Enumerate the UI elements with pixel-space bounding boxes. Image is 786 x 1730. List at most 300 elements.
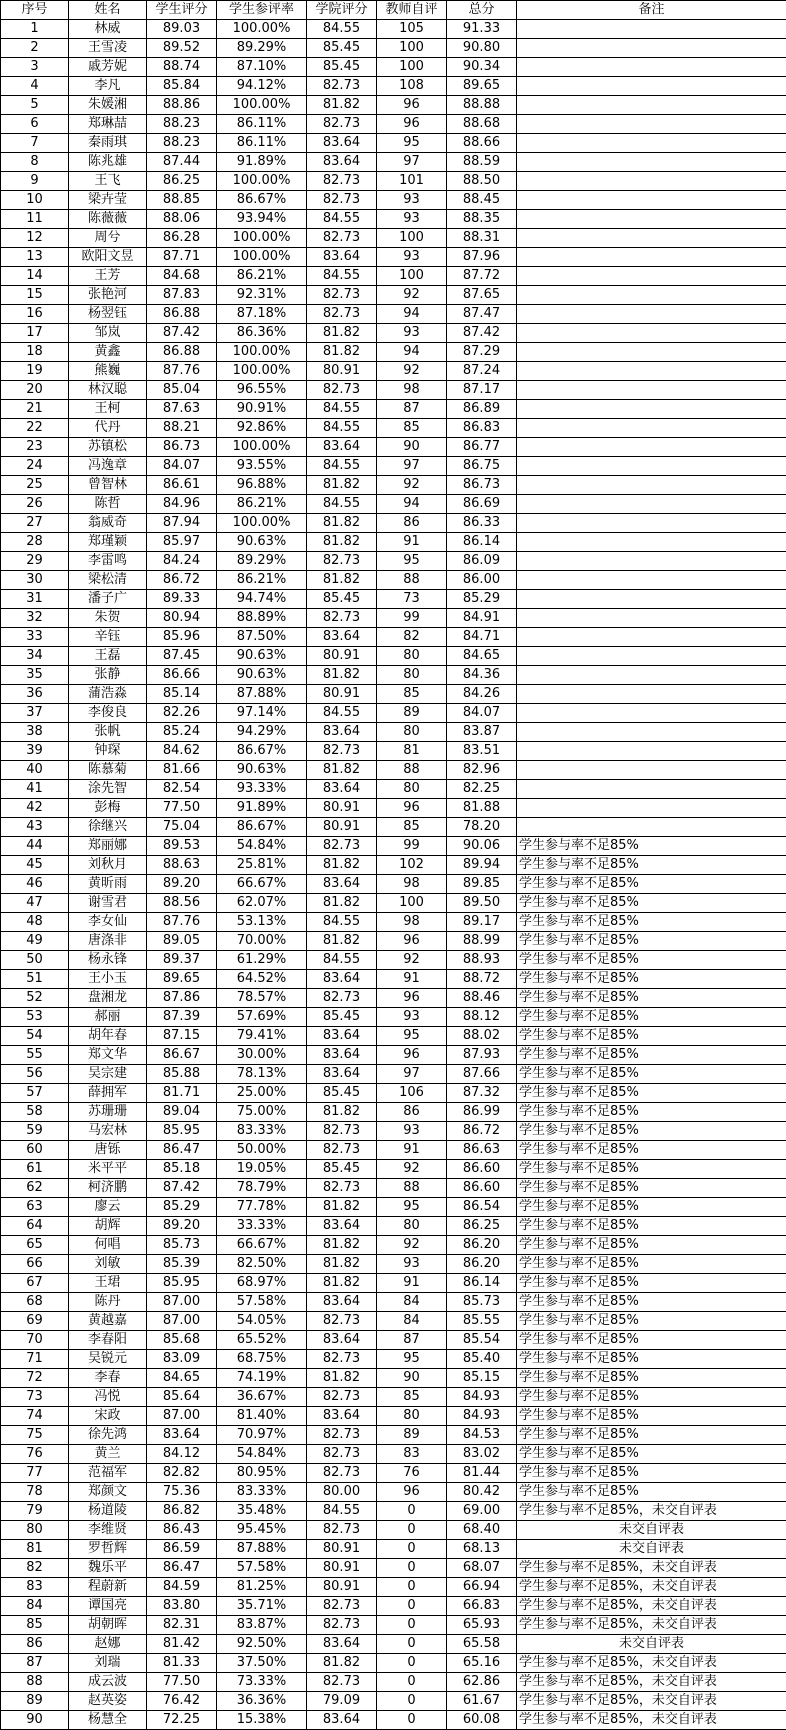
student-score-cell: 89.65 xyxy=(147,970,217,989)
table-row xyxy=(1,1445,786,1464)
teacher-self-score-cell: 76 xyxy=(377,1464,447,1483)
student-score-cell: 84.59 xyxy=(147,1578,217,1597)
college-score-cell: 82.73 xyxy=(307,77,377,96)
table-row xyxy=(1,286,786,305)
college-score-cell: 84.55 xyxy=(307,704,377,723)
name-cell: 何唱 xyxy=(69,1236,147,1255)
table-row xyxy=(1,1578,786,1597)
table-row xyxy=(1,305,786,324)
row-number: 10 xyxy=(1,191,69,210)
row-number: 22 xyxy=(1,419,69,438)
remark-cell: 学生参与率不足85%，未交自评表 xyxy=(517,1673,786,1692)
row-number: 50 xyxy=(1,951,69,970)
table-row xyxy=(1,647,786,666)
row-number: 19 xyxy=(1,362,69,381)
teacher-self-score-cell: 88 xyxy=(377,571,447,590)
row-number: 88 xyxy=(1,1673,69,1692)
student-score-cell: 76.42 xyxy=(147,1692,217,1711)
table-row xyxy=(1,1635,786,1654)
college-score-cell: 81.82 xyxy=(307,533,377,552)
row-number: 47 xyxy=(1,894,69,913)
remark-cell xyxy=(517,305,786,324)
remark-cell: 学生参与率不足85% xyxy=(517,913,786,932)
remark-cell: 学生参与率不足85% xyxy=(517,856,786,875)
name-cell: 赵娜 xyxy=(69,1635,147,1654)
table-row xyxy=(1,362,786,381)
teacher-self-score-cell: 89 xyxy=(377,704,447,723)
row-number: 90 xyxy=(1,1711,69,1730)
student-score-cell: 89.53 xyxy=(147,837,217,856)
teacher-self-score-cell: 98 xyxy=(377,913,447,932)
student-score-cell: 83.80 xyxy=(147,1597,217,1616)
student-score-cell: 84.65 xyxy=(147,1369,217,1388)
teacher-self-score-cell: 95 xyxy=(377,552,447,571)
name-cell: 陈慕菊 xyxy=(69,761,147,780)
student-score-cell: 87.44 xyxy=(147,153,217,172)
student-score-cell: 75.36 xyxy=(147,1483,217,1502)
participation-rate-cell: 86.21% xyxy=(217,571,307,590)
teacher-self-score-cell: 96 xyxy=(377,96,447,115)
total-score-cell: 65.93 xyxy=(447,1616,517,1635)
participation-rate-cell: 35.71% xyxy=(217,1597,307,1616)
row-number: 82 xyxy=(1,1559,69,1578)
teacher-self-score-cell: 80 xyxy=(377,647,447,666)
row-number: 23 xyxy=(1,438,69,457)
participation-rate-cell: 91.89% xyxy=(217,153,307,172)
student-score-cell: 84.68 xyxy=(147,267,217,286)
remark-cell xyxy=(517,267,786,286)
table-row xyxy=(1,1065,786,1084)
name-cell: 黄昕雨 xyxy=(69,875,147,894)
name-cell: 黄鑫 xyxy=(69,343,147,362)
remark-cell: 学生参与率不足85% xyxy=(517,1141,786,1160)
participation-rate-cell: 30.00% xyxy=(217,1046,307,1065)
row-number: 18 xyxy=(1,343,69,362)
row-number: 72 xyxy=(1,1369,69,1388)
total-score-cell: 65.16 xyxy=(447,1654,517,1673)
student-score-cell: 85.97 xyxy=(147,533,217,552)
college-score-cell: 80.00 xyxy=(307,1483,377,1502)
student-score-cell: 88.85 xyxy=(147,191,217,210)
remark-cell: 学生参与率不足85% xyxy=(517,1255,786,1274)
student-score-cell: 86.61 xyxy=(147,476,217,495)
row-number: 16 xyxy=(1,305,69,324)
remark-cell xyxy=(517,742,786,761)
table-row xyxy=(1,590,786,609)
row-number: 49 xyxy=(1,932,69,951)
college-score-cell: 82.73 xyxy=(307,1616,377,1635)
participation-rate-cell: 97.14% xyxy=(217,704,307,723)
teacher-self-score-cell: 95 xyxy=(377,1198,447,1217)
name-cell: 朱贺 xyxy=(69,609,147,628)
remark-cell xyxy=(517,761,786,780)
student-score-cell: 87.83 xyxy=(147,286,217,305)
teacher-self-score-cell: 93 xyxy=(377,324,447,343)
total-score-cell: 87.47 xyxy=(447,305,517,324)
participation-rate-cell: 88.89% xyxy=(217,609,307,628)
college-score-cell: 85.45 xyxy=(307,1008,377,1027)
remark-cell: 未交自评表 xyxy=(517,1521,786,1540)
remark-cell: 学生参与率不足85% xyxy=(517,1312,786,1331)
total-score-cell: 81.88 xyxy=(447,799,517,818)
college-score-cell: 83.64 xyxy=(307,1407,377,1426)
total-score-cell: 90.80 xyxy=(447,39,517,58)
participation-rate-cell: 78.57% xyxy=(217,989,307,1008)
remark-cell: 学生参与率不足85%，未交自评表 xyxy=(517,1578,786,1597)
student-score-cell: 84.96 xyxy=(147,495,217,514)
student-score-cell: 85.14 xyxy=(147,685,217,704)
total-score-cell: 69.00 xyxy=(447,1502,517,1521)
header-cell: 学生评分 xyxy=(147,1,217,20)
student-score-cell: 86.88 xyxy=(147,343,217,362)
table-row xyxy=(1,96,786,115)
student-score-cell: 86.72 xyxy=(147,571,217,590)
row-number: 36 xyxy=(1,685,69,704)
participation-rate-cell: 61.29% xyxy=(217,951,307,970)
college-score-cell: 84.55 xyxy=(307,400,377,419)
teacher-self-score-cell: 0 xyxy=(377,1711,447,1730)
participation-rate-cell: 65.52% xyxy=(217,1331,307,1350)
college-score-cell: 82.73 xyxy=(307,1388,377,1407)
college-score-cell: 82.73 xyxy=(307,1426,377,1445)
total-score-cell: 88.99 xyxy=(447,932,517,951)
row-number: 33 xyxy=(1,628,69,647)
table-row xyxy=(1,191,786,210)
remark-cell xyxy=(517,438,786,457)
participation-rate-cell: 50.00% xyxy=(217,1141,307,1160)
teacher-self-score-cell: 0 xyxy=(377,1673,447,1692)
remark-cell xyxy=(517,476,786,495)
total-score-cell: 86.09 xyxy=(447,552,517,571)
college-score-cell: 84.55 xyxy=(307,419,377,438)
total-score-cell: 88.31 xyxy=(447,229,517,248)
row-number: 65 xyxy=(1,1236,69,1255)
name-cell: 王飞 xyxy=(69,172,147,191)
table-row xyxy=(1,799,786,818)
name-cell: 周兮 xyxy=(69,229,147,248)
remark-cell: 学生参与率不足85%，未交自评表 xyxy=(517,1597,786,1616)
remark-cell xyxy=(517,362,786,381)
student-score-cell: 85.73 xyxy=(147,1236,217,1255)
row-number: 89 xyxy=(1,1692,69,1711)
row-number: 5 xyxy=(1,96,69,115)
remark-cell xyxy=(517,419,786,438)
row-number: 74 xyxy=(1,1407,69,1426)
remark-cell: 学生参与率不足85% xyxy=(517,1065,786,1084)
remark-cell: 学生参与率不足85% xyxy=(517,1350,786,1369)
remark-cell xyxy=(517,20,786,39)
participation-rate-cell: 86.36% xyxy=(217,324,307,343)
college-score-cell: 82.73 xyxy=(307,552,377,571)
college-score-cell: 83.64 xyxy=(307,875,377,894)
student-score-cell: 88.56 xyxy=(147,894,217,913)
row-number: 46 xyxy=(1,875,69,894)
row-number: 17 xyxy=(1,324,69,343)
name-cell: 成云波 xyxy=(69,1673,147,1692)
teacher-self-score-cell: 99 xyxy=(377,609,447,628)
remark-cell: 学生参与率不足85% xyxy=(517,932,786,951)
college-score-cell: 83.64 xyxy=(307,1293,377,1312)
remark-cell: 学生参与率不足85%，未交自评表 xyxy=(517,1654,786,1673)
table-row xyxy=(1,1084,786,1103)
total-score-cell: 90.34 xyxy=(447,58,517,77)
total-score-cell: 68.40 xyxy=(447,1521,517,1540)
table-row xyxy=(1,1122,786,1141)
remark-cell xyxy=(517,248,786,267)
name-cell: 代丹 xyxy=(69,419,147,438)
total-score-cell: 78.20 xyxy=(447,818,517,837)
participation-rate-cell: 86.11% xyxy=(217,115,307,134)
name-cell: 秦雨琪 xyxy=(69,134,147,153)
participation-rate-cell: 74.19% xyxy=(217,1369,307,1388)
participation-rate-cell: 25.81% xyxy=(217,856,307,875)
row-number: 15 xyxy=(1,286,69,305)
participation-rate-cell: 90.63% xyxy=(217,533,307,552)
total-score-cell: 88.59 xyxy=(447,153,517,172)
table-row xyxy=(1,666,786,685)
table-row xyxy=(1,1312,786,1331)
total-score-cell: 62.86 xyxy=(447,1673,517,1692)
name-cell: 林汉聪 xyxy=(69,381,147,400)
participation-rate-cell: 73.33% xyxy=(217,1673,307,1692)
row-number: 24 xyxy=(1,457,69,476)
table-row xyxy=(1,685,786,704)
total-score-cell: 89.85 xyxy=(447,875,517,894)
student-score-cell: 88.23 xyxy=(147,115,217,134)
name-cell: 欧阳文昱 xyxy=(69,248,147,267)
table-row xyxy=(1,20,786,39)
total-score-cell: 84.36 xyxy=(447,666,517,685)
total-score-cell: 88.35 xyxy=(447,210,517,229)
row-number: 64 xyxy=(1,1217,69,1236)
remark-cell: 学生参与率不足85%，未交自评表 xyxy=(517,1692,786,1711)
name-cell: 谢雪君 xyxy=(69,894,147,913)
student-score-cell: 89.03 xyxy=(147,20,217,39)
student-score-cell: 87.42 xyxy=(147,324,217,343)
participation-rate-cell: 53.13% xyxy=(217,913,307,932)
total-score-cell: 86.20 xyxy=(447,1255,517,1274)
table-row xyxy=(1,1559,786,1578)
name-cell: 盘湘龙 xyxy=(69,989,147,1008)
participation-rate-cell: 35.48% xyxy=(217,1502,307,1521)
table-row xyxy=(1,628,786,647)
teacher-self-score-cell: 0 xyxy=(377,1578,447,1597)
row-number: 29 xyxy=(1,552,69,571)
remark-cell: 学生参与率不足85% xyxy=(517,1407,786,1426)
college-score-cell: 80.91 xyxy=(307,799,377,818)
header-cell: 备注 xyxy=(517,1,786,20)
total-score-cell: 65.58 xyxy=(447,1635,517,1654)
total-score-cell: 86.89 xyxy=(447,400,517,419)
total-score-cell: 60.08 xyxy=(447,1711,517,1730)
table-row xyxy=(1,400,786,419)
participation-rate-cell: 66.67% xyxy=(217,1236,307,1255)
college-score-cell: 83.64 xyxy=(307,970,377,989)
name-cell: 郑丽娜 xyxy=(69,837,147,856)
name-cell: 苏珊珊 xyxy=(69,1103,147,1122)
row-number: 12 xyxy=(1,229,69,248)
table-row xyxy=(1,1141,786,1160)
name-cell: 王小玉 xyxy=(69,970,147,989)
table-row xyxy=(1,552,786,571)
college-score-cell: 81.82 xyxy=(307,856,377,875)
row-number: 14 xyxy=(1,267,69,286)
student-score-cell: 85.95 xyxy=(147,1274,217,1293)
total-score-cell: 89.50 xyxy=(447,894,517,913)
participation-rate-cell: 83.33% xyxy=(217,1483,307,1502)
teacher-self-score-cell: 0 xyxy=(377,1616,447,1635)
participation-rate-cell: 77.78% xyxy=(217,1198,307,1217)
table-row xyxy=(1,324,786,343)
row-number: 3 xyxy=(1,58,69,77)
row-number: 73 xyxy=(1,1388,69,1407)
row-number: 34 xyxy=(1,647,69,666)
total-score-cell: 86.69 xyxy=(447,495,517,514)
total-score-cell: 61.67 xyxy=(447,1692,517,1711)
student-score-cell: 81.33 xyxy=(147,1654,217,1673)
row-number: 52 xyxy=(1,989,69,1008)
teacher-self-score-cell: 73 xyxy=(377,590,447,609)
row-number: 54 xyxy=(1,1027,69,1046)
teacher-self-score-cell: 87 xyxy=(377,1331,447,1350)
remark-cell: 学生参与率不足85% xyxy=(517,1103,786,1122)
college-score-cell: 79.09 xyxy=(307,1692,377,1711)
college-score-cell: 80.91 xyxy=(307,685,377,704)
table-row xyxy=(1,1407,786,1426)
student-score-cell: 85.39 xyxy=(147,1255,217,1274)
total-score-cell: 90.06 xyxy=(447,837,517,856)
student-score-cell: 89.04 xyxy=(147,1103,217,1122)
table-row xyxy=(1,1711,786,1730)
college-score-cell: 82.73 xyxy=(307,1464,377,1483)
table-row xyxy=(1,818,786,837)
table-row xyxy=(1,704,786,723)
teacher-self-score-cell: 95 xyxy=(377,1350,447,1369)
table-body xyxy=(1,20,786,1730)
remark-cell: 学生参与率不足85%，未交自评表 xyxy=(517,1711,786,1730)
total-score-cell: 87.32 xyxy=(447,1084,517,1103)
table-row xyxy=(1,932,786,951)
student-score-cell: 86.88 xyxy=(147,305,217,324)
college-score-cell: 81.82 xyxy=(307,666,377,685)
participation-rate-cell: 90.63% xyxy=(217,647,307,666)
name-cell: 宋政 xyxy=(69,1407,147,1426)
total-score-cell: 87.72 xyxy=(447,267,517,286)
table-row xyxy=(1,723,786,742)
remark-cell: 学生参与率不足85% xyxy=(517,1179,786,1198)
college-score-cell: 85.45 xyxy=(307,1084,377,1103)
college-score-cell: 81.82 xyxy=(307,1654,377,1673)
table-row xyxy=(1,1426,786,1445)
row-number: 8 xyxy=(1,153,69,172)
teacher-self-score-cell: 92 xyxy=(377,1160,447,1179)
teacher-self-score-cell: 94 xyxy=(377,305,447,324)
name-cell: 辛钰 xyxy=(69,628,147,647)
row-number: 69 xyxy=(1,1312,69,1331)
teacher-self-score-cell: 96 xyxy=(377,799,447,818)
total-score-cell: 66.94 xyxy=(447,1578,517,1597)
teacher-self-score-cell: 100 xyxy=(377,894,447,913)
total-score-cell: 84.26 xyxy=(447,685,517,704)
total-score-cell: 86.72 xyxy=(447,1122,517,1141)
table-row xyxy=(1,1008,786,1027)
table-row xyxy=(1,1502,786,1521)
remark-cell xyxy=(517,571,786,590)
teacher-self-score-cell: 108 xyxy=(377,77,447,96)
remark-cell: 学生参与率不足85% xyxy=(517,1483,786,1502)
remark-cell: 学生参与率不足85% xyxy=(517,1369,786,1388)
student-score-cell: 85.29 xyxy=(147,1198,217,1217)
participation-rate-cell: 68.75% xyxy=(217,1350,307,1369)
total-score-cell: 88.12 xyxy=(447,1008,517,1027)
student-score-cell: 85.84 xyxy=(147,77,217,96)
total-score-cell: 88.66 xyxy=(447,134,517,153)
remark-cell: 学生参与率不足85% xyxy=(517,989,786,1008)
college-score-cell: 81.82 xyxy=(307,1255,377,1274)
total-score-cell: 82.25 xyxy=(447,780,517,799)
name-cell: 郑文华 xyxy=(69,1046,147,1065)
row-number: 86 xyxy=(1,1635,69,1654)
row-number: 67 xyxy=(1,1274,69,1293)
participation-rate-cell: 19.05% xyxy=(217,1160,307,1179)
remark-cell: 学生参与率不足85% xyxy=(517,1046,786,1065)
name-cell: 柯济鹏 xyxy=(69,1179,147,1198)
row-number: 61 xyxy=(1,1160,69,1179)
college-score-cell: 82.73 xyxy=(307,115,377,134)
remark-cell xyxy=(517,780,786,799)
name-cell: 翁威奇 xyxy=(69,514,147,533)
remark-cell: 学生参与率不足85% xyxy=(517,1274,786,1293)
row-number: 32 xyxy=(1,609,69,628)
student-score-cell: 87.71 xyxy=(147,248,217,267)
teacher-self-score-cell: 100 xyxy=(377,229,447,248)
college-score-cell: 82.73 xyxy=(307,609,377,628)
teacher-self-score-cell: 98 xyxy=(377,381,447,400)
name-cell: 薛拥军 xyxy=(69,1084,147,1103)
name-cell: 吴宗建 xyxy=(69,1065,147,1084)
participation-rate-cell: 36.36% xyxy=(217,1692,307,1711)
teacher-self-score-cell: 97 xyxy=(377,457,447,476)
remark-cell: 学生参与率不足85% xyxy=(517,1217,786,1236)
table-row xyxy=(1,571,786,590)
table-row xyxy=(1,1255,786,1274)
total-score-cell: 86.14 xyxy=(447,533,517,552)
row-number: 58 xyxy=(1,1103,69,1122)
row-number: 1 xyxy=(1,20,69,39)
participation-rate-cell: 96.88% xyxy=(217,476,307,495)
remark-cell xyxy=(517,343,786,362)
name-cell: 涂先智 xyxy=(69,780,147,799)
table-row xyxy=(1,913,786,932)
name-cell: 钟琛 xyxy=(69,742,147,761)
total-score-cell: 83.87 xyxy=(447,723,517,742)
participation-rate-cell: 86.67% xyxy=(217,191,307,210)
total-score-cell: 85.15 xyxy=(447,1369,517,1388)
total-score-cell: 88.93 xyxy=(447,951,517,970)
college-score-cell: 81.82 xyxy=(307,1103,377,1122)
participation-rate-cell: 70.00% xyxy=(217,932,307,951)
row-number: 78 xyxy=(1,1483,69,1502)
remark-cell: 学生参与率不足85% xyxy=(517,1388,786,1407)
participation-rate-cell: 57.58% xyxy=(217,1293,307,1312)
remark-cell: 学生参与率不足85% xyxy=(517,837,786,856)
total-score-cell: 89.94 xyxy=(447,856,517,875)
total-score-cell: 89.17 xyxy=(447,913,517,932)
student-score-cell: 82.54 xyxy=(147,780,217,799)
name-cell: 梁卉莹 xyxy=(69,191,147,210)
remark-cell xyxy=(517,495,786,514)
row-number: 27 xyxy=(1,514,69,533)
